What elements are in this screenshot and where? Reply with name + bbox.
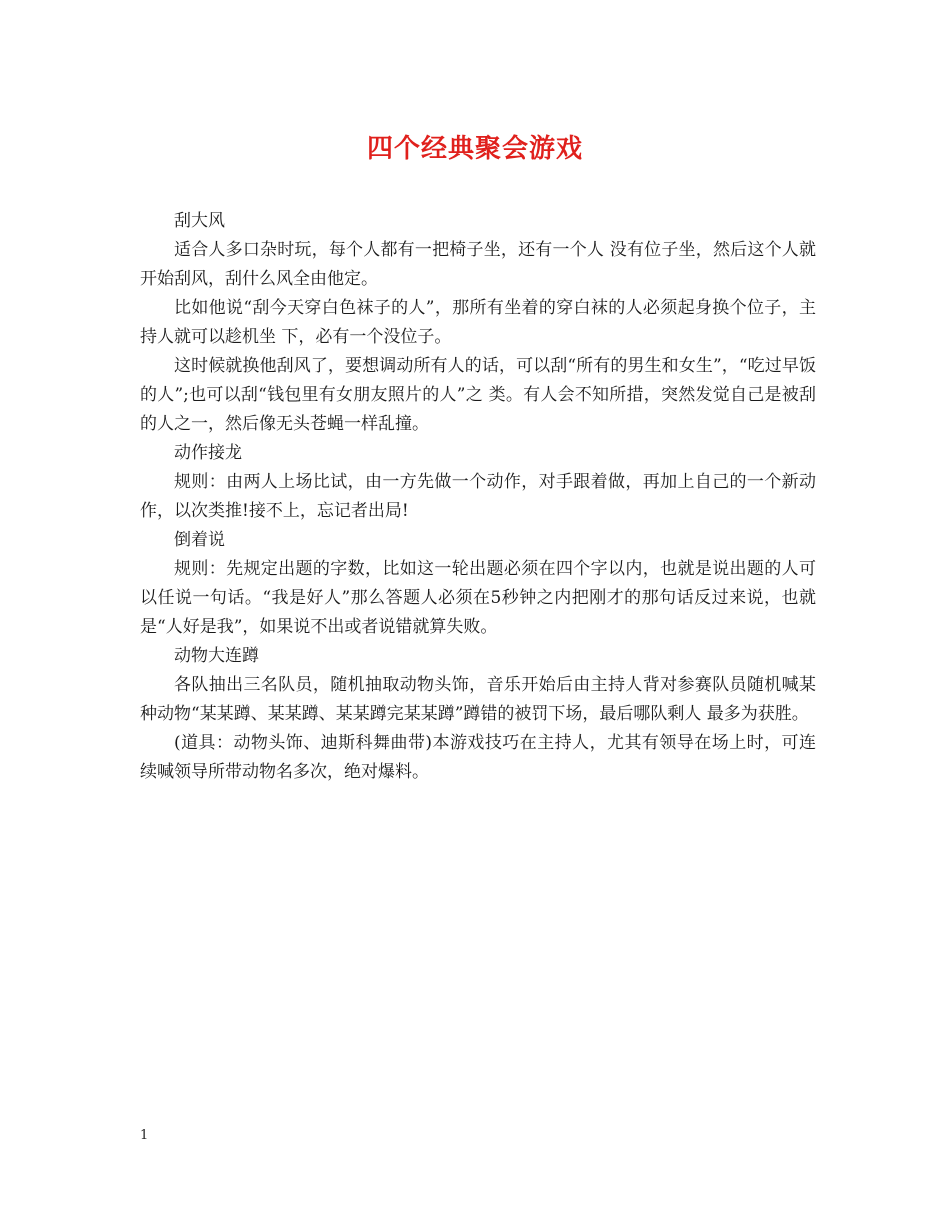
document-title: 四个经典聚会游戏 xyxy=(366,134,583,164)
page-number: 1 xyxy=(140,1128,149,1143)
paragraph: 这时候就换他刮风了，要想调动所有人的话，可以刮“所有的男生和女生”，“吃过早饭的人”;也可以刮“钱包里有女朋友照片的人”之 类。有人会不知所措，突然发觉自己是被刮的人之一，然后像无头苍蝇一样乱撞。 xyxy=(140,356,816,434)
paragraph: 规则：先规定出题的字数，比如这一轮出题必须在四个字以内，也就是说出题的人可以任说一句话。“我是好人”那么答题人必须在5秒钟之内把刚才的那句话反过来说，也就是“人好是我”，如果说不出或者说错就算失败。 xyxy=(140,559,816,637)
section-heading-dong-wu-da-lian-dun: 动物大连蹲 xyxy=(174,646,259,666)
paragraph: 规则：由两人上场比试，由一方先做一个动作，对手跟着做，再加上自己的一个新动作，以次类推!接不上，忘记者出局! xyxy=(140,472,816,521)
section-heading-dao-zhe-shuo: 倒着说 xyxy=(174,530,225,550)
section-heading-gua-da-feng: 刮大风 xyxy=(174,211,225,231)
paragraph: 适合人多口杂时玩，每个人都有一把椅子坐，还有一个人 没有位子坐，然后这个人就开始刮风，刮什么风全由他定。 xyxy=(140,240,816,289)
paragraph: 比如他说“刮今天穿白色袜子的人”，那所有坐着的穿白袜的人必须起身换个位子，主持人就可以趁机坐 下，必有一个没位子。 xyxy=(140,298,816,347)
document-body xyxy=(140,207,816,787)
paragraph: 各队抽出三名队员，随机抽取动物头饰，音乐开始后由主持人背对参赛队员随机喊某种动物“某某蹲、某某蹲、某某蹲完某某蹲”蹲错的被罚下场，最后哪队剩人 最多为获胜。 xyxy=(140,675,816,724)
section-heading-dong-zuo-jie-long: 动作接龙 xyxy=(174,443,242,463)
paragraph: (道具：动物头饰、迪斯科舞曲带)本游戏技巧在主持人，尤其有领导在场上时，可连续喊领导所带动物名多次，绝对爆料。 xyxy=(140,733,816,782)
